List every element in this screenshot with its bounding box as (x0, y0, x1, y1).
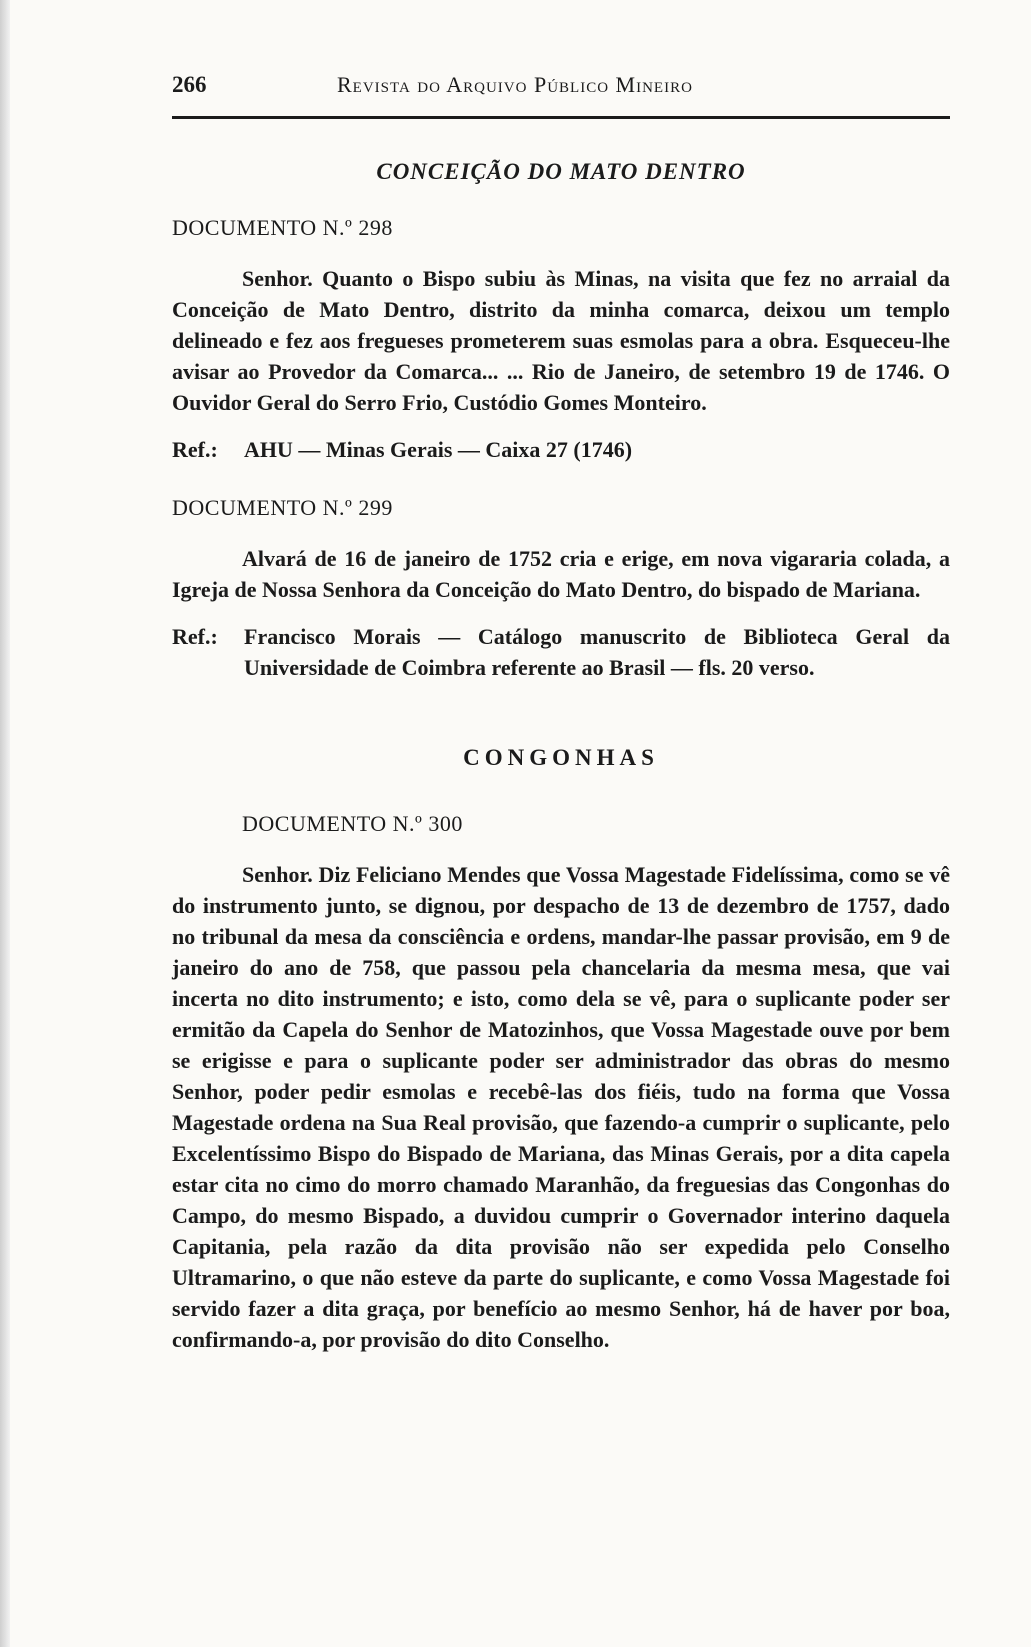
document-body: Alvará de 16 de janeiro de 1752 cria e erige, em nova vigararia colada, a Igreja de Nossa Senhora da Conceição do Mato Dentro, do bispado de Mariana. (172, 546, 950, 602)
document-body: Senhor. Diz Feliciano Mendes que Vossa Magestade Fidelíssima, como se vê do instrumento junto, se dignou, por despacho de 13 de dezembro de 1757, dado no tribunal da mesa da consciência e ordens, mandar-lhe passar provisão, em 9 de janeiro do ano de 758, que passou pela chancelaria da mesma mesa, que vai incerta no dito instrumento; e isto, como dela se vê, para o suplicante poder ser ermitão da Capela do Senhor de Matozinhos, que Vossa Magestade ouve por bem se erigisse e para o suplicante poder ser administrador das obras do mesmo Senhor, poder pedir esmolas e recebê-las dos fiéis, tudo na forma que Vossa Magestade ordena na Sua Real provisão, que fazendo-a cumprir o suplicante, pelo Excelentíssimo Bispo do Bispado de Mariana, das Minas Gerais, por a dita capela estar cita no cimo do morro chamado Maranhão, da freguesias das Congonhas do Campo, do mesmo Bispado, a duvidou cumprir o Governador interino daquela Capitania, pela razão da dita provisão não ser expedida pelo Conselho Ultramarino, o que não esteve da parte do suplicante, e como Vossa Magestade foi servido fazer a dita graça, por benefício ao mesmo Senhor, há de haver por boa, confirmando-a, por provisão do dito Conselho. (172, 862, 950, 1352)
reference (172, 434, 950, 465)
running-head (172, 72, 950, 112)
section-title: CONGONHAS (463, 745, 659, 770)
document-heading: DOCUMENTO N.º 300 (242, 811, 463, 836)
document-heading: DOCUMENTO N.º 299 (172, 495, 393, 520)
header-rule (172, 116, 950, 119)
reference (172, 621, 950, 683)
reference-label: Ref.: (172, 624, 218, 649)
document-body: Senhor. Quanto o Bispo subiu às Minas, na visita que fez no arraial da Conceição de Mato Dentro, distrito da minha comarca, deixou um templo delineado e fez aos fregueses prometerem suas esmolas para a obra. Esqueceu-lhe avisar ao Provedor da Comarca... ... Rio de Janeiro, de setembro 19 de 1746. O Ouvidor Geral do Serro Frio, Custódio Gomes Monteiro. (172, 266, 950, 415)
document-heading: DOCUMENTO N.º 298 (172, 215, 393, 240)
section-title: CONCEIÇÃO DO MATO DENTRO (376, 159, 746, 184)
reference-text: Francisco Morais — Catálogo manuscrito de Biblioteca Geral da Universidade de Coimbra referente ao Brasil — fls. 20 verso. (244, 624, 950, 680)
reference-label: Ref.: (172, 437, 218, 462)
reference-text: AHU — Minas Gerais — Caixa 27 (1746) (244, 437, 633, 462)
scan-margin (0, 0, 10, 1647)
journal-title: Revista do Arquivo Público Mineiro (337, 72, 693, 97)
document-page (172, 72, 950, 1355)
page-number: 266 (172, 72, 207, 97)
